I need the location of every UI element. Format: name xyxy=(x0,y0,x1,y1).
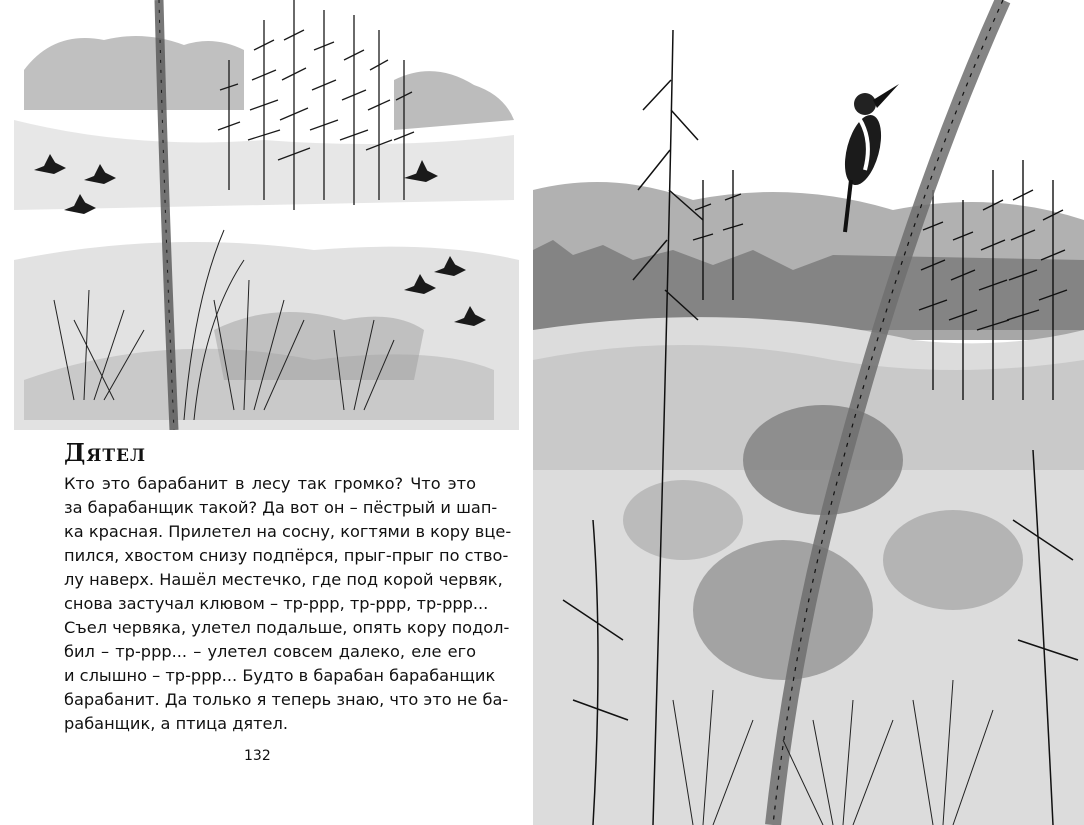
story-text xyxy=(64,472,512,736)
story-line: рабанщик, а птица дятел. xyxy=(64,714,289,733)
story-title: Дятел xyxy=(64,438,146,467)
page-number: 132 xyxy=(244,748,271,764)
story-line: ка красная. Прилетел на сосну, когтями в кору вце- xyxy=(64,522,512,541)
story-line: бил – тр-ррр... – улетел совсем далеко, еле его xyxy=(64,642,476,661)
story-line: Кто это барабанит в лесу так громко? Что это xyxy=(64,474,476,493)
story-line: за барабанщик такой? Да вот он – пёстрый и шап- xyxy=(64,498,498,517)
story-line: барабанит. Да только я теперь знаю, что это не ба- xyxy=(64,690,509,709)
woodpecker-forest-illustration xyxy=(533,0,1084,825)
story-line: снова застучал клювом – тр-ррр, тр-ррр, тр-ррр... xyxy=(64,594,489,613)
left-page xyxy=(0,0,530,825)
right-page xyxy=(533,0,1084,825)
forest-birds-illustration xyxy=(14,0,519,430)
story-line: лу наверх. Нашёл местечко, где под корой червяк, xyxy=(64,570,503,589)
story-line: пился, хвостом снизу подпёрся, прыг-прыг по ство- xyxy=(64,546,509,565)
story-line: и слышно – тр-ррр... Будто в барабан барабанщик xyxy=(64,666,496,685)
story-line: Съел червяка, улетел подальше, опять кору подол- xyxy=(64,618,510,637)
